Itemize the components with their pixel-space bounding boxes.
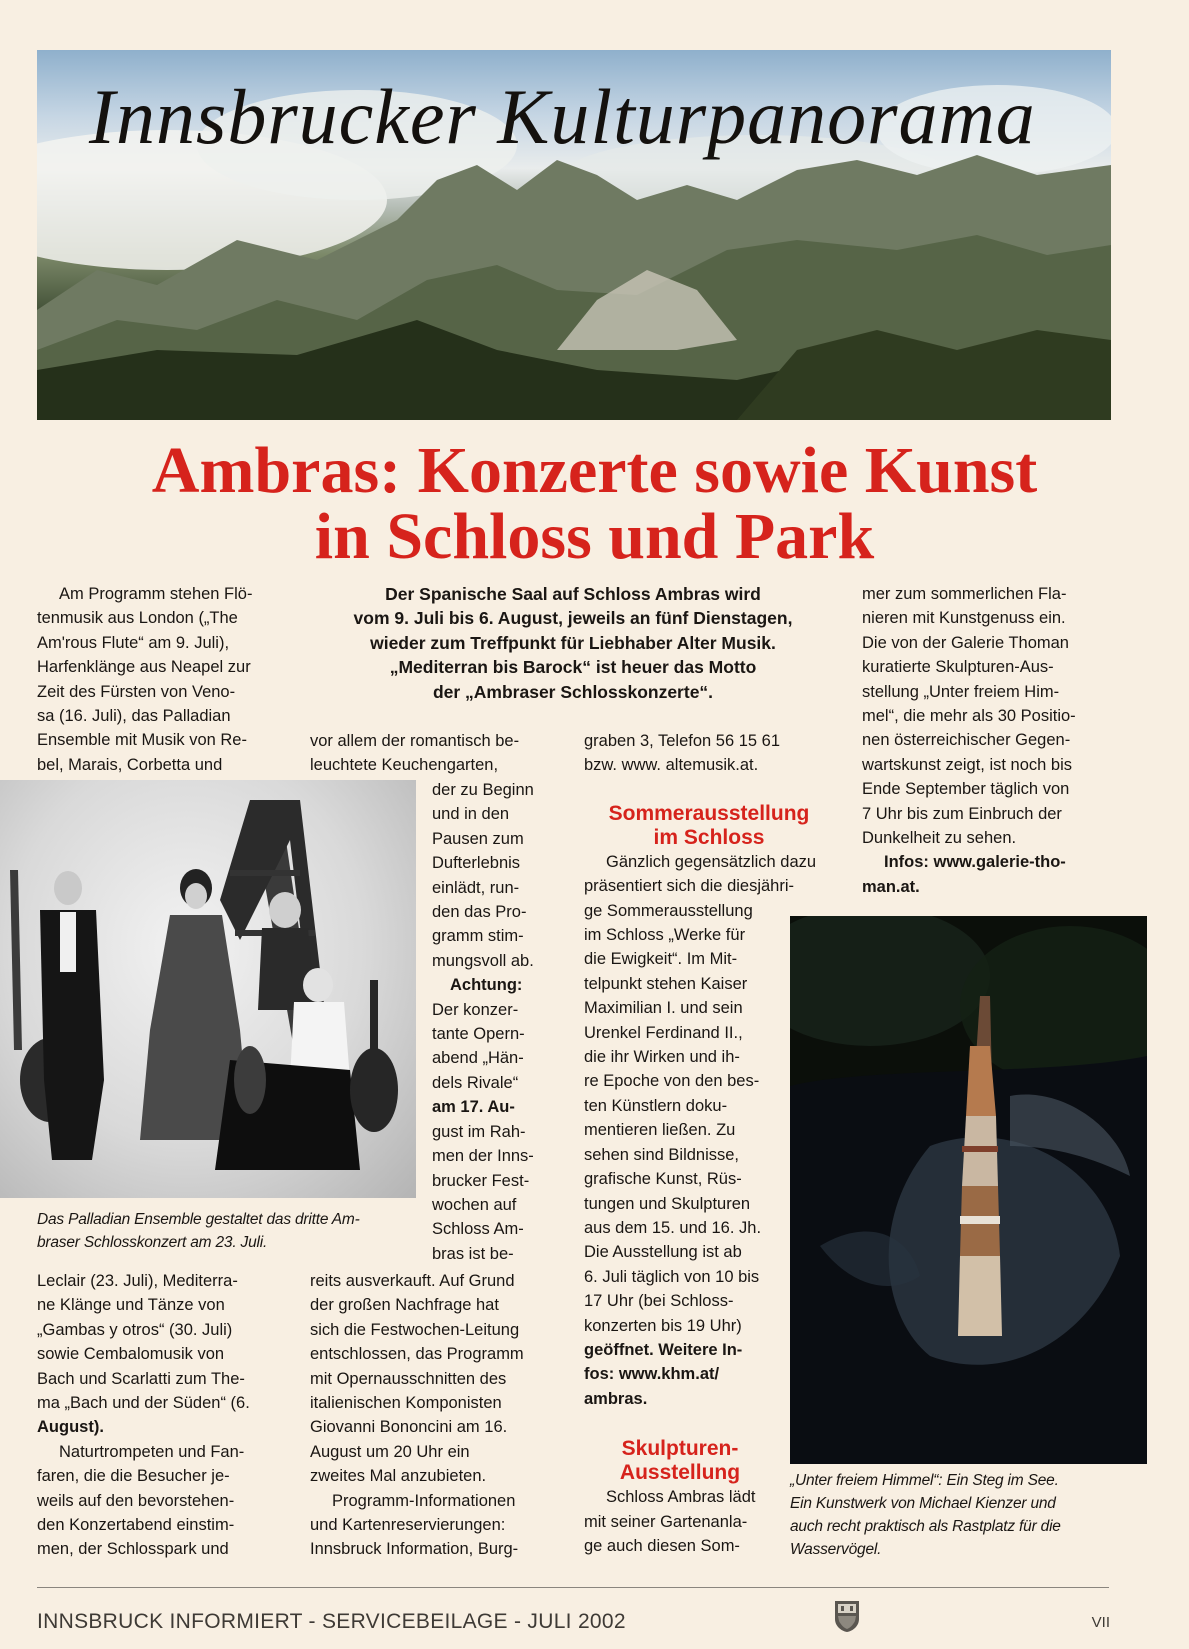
subhead-skulpturen [584,1437,776,1485]
text-line: ma „Bach und der Süden“ (6. [37,1394,250,1413]
text-line: brucker Fest- [432,1171,530,1190]
lead-paragraph [312,582,834,704]
page-number: VII [1091,1614,1110,1631]
text-line: mit Opernausschnitten des [310,1369,507,1388]
banner-photo [37,50,1111,420]
headline-line-1: Ambras: Konzerte sowie Kunst [151,434,1038,507]
caption-line: Wasservögel. [790,1541,882,1558]
text-line: den das Pro- [432,903,527,922]
text-line: Schloss Am- [432,1220,524,1239]
headline-line-2: in Schloss und Park [314,500,875,573]
caption-line: auch recht praktisch als Rastplatz für die [790,1518,1061,1535]
lead-line: wieder zum Treffpunkt für Liebhaber Alter Musik. [370,632,776,653]
text-line: Gänzlich gegensätzlich dazu [606,852,817,871]
text-line: Bach und Scarlatti zum The- [37,1369,245,1388]
text-line: tante Opern- [432,1025,525,1044]
steg-illustration [790,916,1147,1464]
text-line: telpunkt stehen Kaiser [584,974,748,993]
text-line: bzw. www. altemusik.at. [584,756,759,775]
text-line: wartskunst zeigt, ist noch bis [862,755,1073,774]
ensemble-photo [0,780,416,1198]
text-line: mungsvoll ab. [432,951,534,970]
text-line: wochen auf [432,1195,517,1214]
text-line: Dufterlebnis [432,854,521,873]
text-line: 7 Uhr bis zum Einbruch der [862,804,1062,823]
text-line: leuchtete Keuchengarten, [310,756,499,775]
text-line: sowie Cembalomusik von [37,1345,225,1364]
text-line: 6. Juli täglich von 10 bis [584,1267,760,1286]
text-line: gust im Rah- [432,1122,526,1141]
column-2-bottom [310,1269,555,1562]
text-line: grafische Kunst, Rüs- [584,1170,742,1189]
text-line: Maximilian I. und sein [584,999,743,1018]
text-line: Die von der Galerie Thoman [862,633,1069,652]
caption-line: Ein Kunstwerk von Michael Kienzer und [790,1495,1056,1512]
text-line: Dunkelheit zu sehen. [862,829,1017,848]
text-line: der zu Beginn [432,781,534,799]
text-line: Die Ausstellung ist ab [584,1243,742,1262]
lead-line: „Mediterran bis Barock“ ist heuer das Motto [389,657,757,678]
text-line: und Kartenreservierungen: [310,1516,506,1535]
text-line: entschlossen, das Programm [310,1345,524,1364]
column-1-bottom [37,1269,282,1562]
text-line: Schloss Ambras lädt [606,1488,756,1507]
ensemble-caption [37,1208,417,1254]
footer-divider [37,1587,1109,1588]
text-line: ten Künstlern doku- [584,1096,728,1115]
text-line: mentieren ließen. Zu [584,1121,736,1140]
text-line: fos: www.khm.at/ [584,1365,720,1384]
text-line: italienischen Komponisten [310,1394,502,1413]
text-line: Ende September täglich von [862,780,1070,799]
text-line: den Konzertabend einstim- [37,1516,235,1535]
text-line: und in den [432,805,510,824]
text-line: zweites Mal anzubieten. [310,1467,487,1486]
footer-text: INNSBRUCK INFORMIERT - SERVICEBEILAGE - JULI 2002 [37,1610,626,1633]
subhead-line: Ausstellung [619,1461,741,1485]
steg-photo [790,916,1147,1464]
text-line: mer zum sommerlichen Fla- [862,585,1067,603]
text-line: mel“, die mehr als 30 Positio- [862,707,1076,726]
text-line: Infos: www.galerie-tho- [884,853,1066,872]
subhead-line: Sommerausstellung [608,801,810,825]
text-line: gramm stim- [432,927,524,946]
text-line: men der Inns- [432,1147,534,1166]
subhead-sommerausstellung [584,802,834,850]
column-4 [862,582,1110,899]
text-line: Zeit des Fürsten von Veno- [37,682,236,701]
text-line: am 17. Au- [432,1098,515,1117]
lead-line: der „Ambraser Schlosskonzerte“. [432,681,714,702]
text-line: men, der Schlosspark und [37,1540,229,1559]
text-line: nieren mit Kunstgenuss ein. [862,609,1066,628]
text-line: Achtung: [450,976,523,995]
text-line: Harfenklänge aus Neapel zur [37,658,251,677]
text-line: im Schloss „Werke für [584,926,746,945]
text-line: Der konzer- [432,1000,519,1019]
text-line: bras ist be- [432,1244,514,1263]
steg-caption [790,1469,1120,1561]
text-line: kuratierte Skulpturen-Aus- [862,658,1054,677]
text-line: ge Sommerausstellung [584,901,753,920]
text-line: Giovanni Bononcini am 16. [310,1418,508,1437]
text-line: sa (16. Juli), das Palladian [37,707,231,726]
column-1-top [37,582,282,777]
caption-line: Das Palladian Ensemble gestaltet das dritte Am- [37,1211,360,1228]
lead-line: vom 9. Juli bis 6. August, jeweils an fünf Dienstagen, [353,608,793,629]
text-line: geöffnet. Weitere In- [584,1340,743,1359]
text-line: re Epoche von den bes- [584,1072,760,1091]
text-line: Pausen zum [432,829,524,848]
crest-icon [833,1599,861,1633]
text-line: ge auch diesen Som- [584,1536,740,1555]
text-line: präsentiert sich die diesjähri- [584,877,795,896]
subhead-line: im Schloss [653,825,765,849]
text-line: aus dem 15. und 16. Jh. [584,1218,762,1237]
text-line: Ensemble mit Musik von Re- [37,731,247,750]
column-2-top [310,729,555,778]
text-line: abend „Hän- [432,1049,524,1068]
text-line: ambras. [584,1389,648,1408]
text-line: Naturtrompeten und Fan- [59,1442,245,1461]
text-line: Leclair (23. Juli), Mediterra- [37,1272,238,1290]
text-line: sich die Festwochen-Leitung [310,1320,520,1339]
text-line: August um 20 Uhr ein [310,1442,470,1461]
column-2-narrow [432,778,555,1266]
text-line: man.at. [862,877,920,896]
caption-line: „Unter freiem Himmel“: Ein Steg im See. [790,1472,1059,1489]
text-line: einlädt, run- [432,878,520,897]
caption-line: braser Schlosskonzert am 23. Juli. [37,1234,268,1251]
text-line: dels Rivale“ [432,1073,519,1092]
text-line: mit seiner Gartenanla- [584,1512,748,1531]
text-line: sehen sind Bildnisse, [584,1145,740,1164]
text-line: die Ewigkeit“. Im Mit- [584,950,738,969]
banner-title: Innsbrucker Kulturpanorama [89,73,1036,160]
text-line: Programm-Informationen [332,1491,516,1510]
text-line: die ihr Wirken und ih- [584,1048,740,1067]
lead-line: Der Spanische Saal auf Schloss Ambras wird [385,584,761,604]
subhead-line: Skulpturen- [621,1437,739,1461]
text-line: 17 Uhr (bei Schloss- [584,1292,734,1311]
text-line: Urenkel Ferdinand II., [584,1023,743,1042]
text-line: stellung „Unter freiem Him- [862,682,1060,701]
text-line: faren, die die Besucher je- [37,1467,230,1486]
ensemble-illustration [0,780,416,1198]
text-line: Am Programm stehen Flö- [59,585,253,603]
text-line: Am'rous Flute“ am 9. Juli), [37,633,230,652]
text-line: tenmusik aus London („The [37,609,238,628]
text-line: der großen Nachfrage hat [310,1296,499,1315]
text-line: vor allem der romantisch be- [310,732,520,750]
text-line: „Gambas y otros“ (30. Juli) [37,1320,233,1339]
text-line: nen österreichischer Gegen- [862,731,1071,750]
text-line: tungen und Skulpturen [584,1194,751,1213]
text-line: konzerten bis 19 Uhr) [584,1316,742,1335]
text-line: Innsbruck Information, Burg- [310,1540,519,1559]
text-line: August). [37,1418,104,1437]
text-line: reits ausverkauft. Auf Grund [310,1272,515,1290]
text-line: ne Klänge und Tänze von [37,1296,225,1315]
text-line: bel, Marais, Corbetta und [37,755,223,774]
text-line: weils auf den bevorstehen- [37,1491,235,1510]
text-line: graben 3, Telefon 56 15 61 [584,732,781,750]
